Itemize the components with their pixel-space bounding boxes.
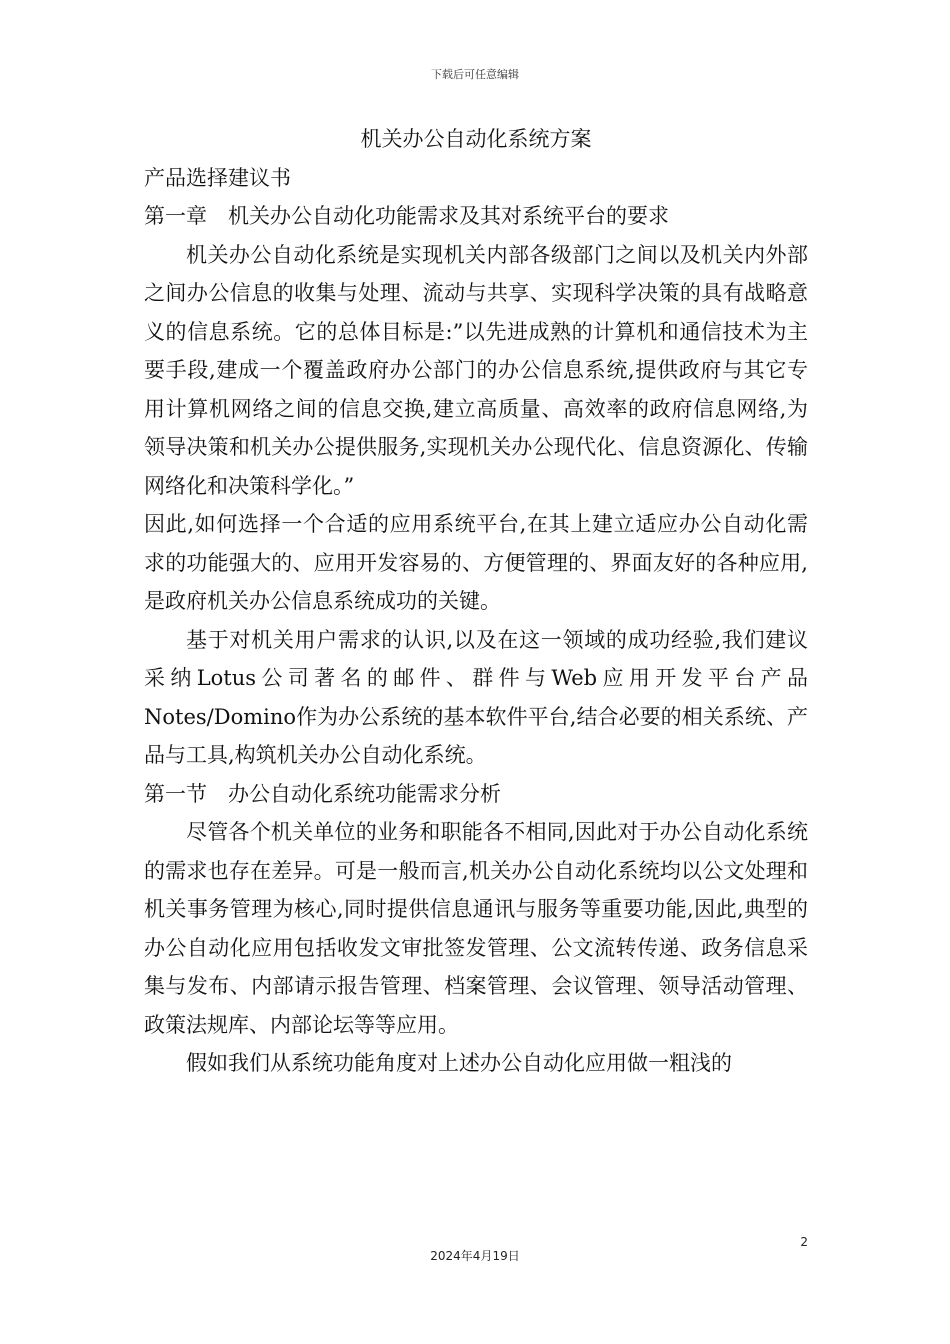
chapter-heading: 第一章 机关办公自动化功能需求及其对系统平台的要求	[144, 204, 669, 228]
page-header: 下载后可任意编辑	[431, 68, 519, 81]
paragraph-recommendation: 基于对机关用户需求的认识,以及在这一领域的成功经验,我们建议采纳Lotus公司著名的邮件、群件与Web应用开发平台产品Notes/Domino作为办公系统的基本软件平台,结合必要的相关系统、产品与工具,构筑机关办公自动化系统。	[144, 627, 808, 767]
document-body	[144, 120, 808, 1083]
footer-date: 2024年4月19日	[430, 1249, 520, 1263]
paragraph-platform-choice: 因此,如何选择一个合适的应用系统平台,在其上建立适应办公自动化需求的功能强大的、应用开发容易的、方便管理的、界面友好的各种应用,是政府机关办公信息系统成功的关键。	[144, 512, 808, 613]
section-heading: 第一节 办公自动化系统功能需求分析	[144, 781, 501, 806]
paragraph-requirements: 尽管各个机关单位的业务和职能各不相同,因此对于办公自动化系统的需求也存在差异。可是一般而言,机关办公自动化系统均以公文处理和机关事务管理为核心,同时提供信息通讯与服务等重要功能,因此,典型的办公自动化应用包括收发文审批签发管理、公文流转传递、政务信息采集与发布、内部请示报告管理、档案管理、会议管理、领导活动管理、政策法规库、内部论坛等等应用。	[144, 820, 808, 1037]
paragraph-functional-analysis: 假如我们从系统功能角度对上述办公自动化应用做一粗浅的	[186, 1051, 732, 1075]
document-title: 机关办公自动化系统方案	[360, 127, 592, 151]
paragraph-intro: 机关办公自动化系统是实现机关内部各级部门之间以及机关内外部之间办公信息的收集与处理、流动与共享、实现科学决策的具有战略意义的信息系统。它的总体目标是:”以先进成熟的计算机和通信技术为主要手段,建成一个覆盖政府办公部门的办公信息系统,提供政府与其它专用计算机网络之间的信息交换,建立高质量、高效率的政府信息网络,为领导决策和机关办公提供服务,实现机关办公现代化、信息资源化、传输网络化和决策科学化。”	[144, 242, 808, 498]
page-number: 2	[800, 1235, 808, 1249]
document-subtitle: 产品选择建议书	[144, 165, 291, 190]
